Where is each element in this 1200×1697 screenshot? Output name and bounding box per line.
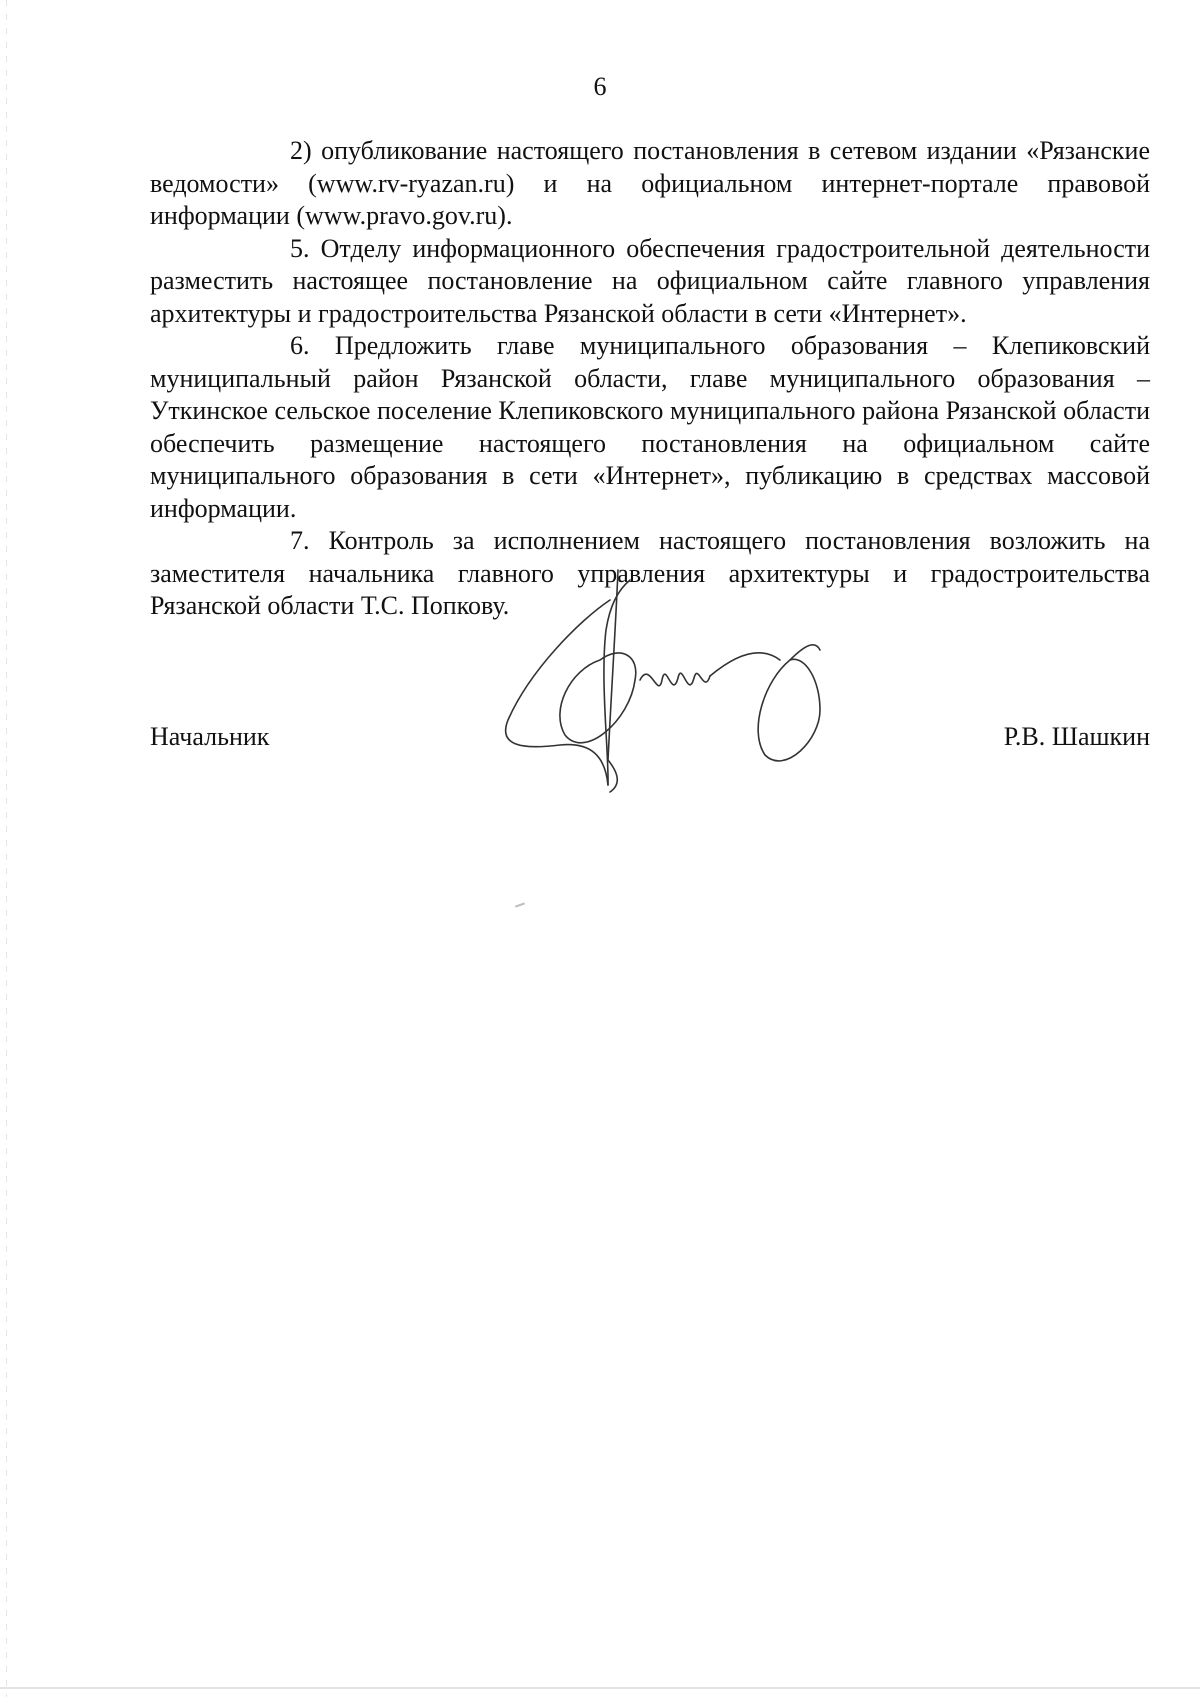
- paragraph-text: Предложить главе муниципального образования – Клепиковский муниципальный район Рязанской области, главе муниципального образования – Уткинское сельское поселение Клепиковского муниципального района Рязанской области обеспечить размещение настоящего постановления на официальном сайте муниципального образования в сети «Интернет», публикацию в средствах массовой информации.: [150, 331, 1150, 523]
- page-number: 6: [593, 72, 607, 101]
- handwritten-signature-icon: [490, 560, 870, 840]
- paragraph-text: опубликование настоящего постановления в сетевом издании «Рязанские ведомости» (www.rv-ryazan.ru) и на официальном интернет-портале правовой информации (www.pravo.gov.ru).: [150, 136, 1151, 230]
- paragraph-number: 2): [290, 136, 312, 165]
- paragraph-6: [150, 330, 1150, 525]
- scan-edge-bottom: [0, 1687, 1200, 1689]
- document-body: [150, 135, 1150, 623]
- paragraph-text: Контроль за исполнением настоящего постановления возложить на заместителя начальника главного управления архитектуры и градостроительства Рязанской области Т.С. Попкову.: [150, 526, 1150, 620]
- paragraph-2: [150, 135, 1150, 233]
- signatory-position: Начальник: [150, 722, 270, 751]
- paragraph-number: 5.: [290, 233, 310, 263]
- scan-speck: [515, 902, 525, 907]
- scan-edge-left: [6, 0, 7, 1697]
- paragraph-number: 6.: [290, 331, 310, 360]
- paragraph-text: Отделу информационного обеспечения градостроительной деятельности разместить настоящее постановление на официальном сайте главного управления архитектуры и градостроительства Рязанской области в сети «Интернет».: [150, 233, 1151, 328]
- paragraph-number: 7.: [290, 526, 310, 555]
- signatory-name: Р.В. Шашкин: [1003, 722, 1150, 751]
- paragraph-5: [150, 233, 1150, 331]
